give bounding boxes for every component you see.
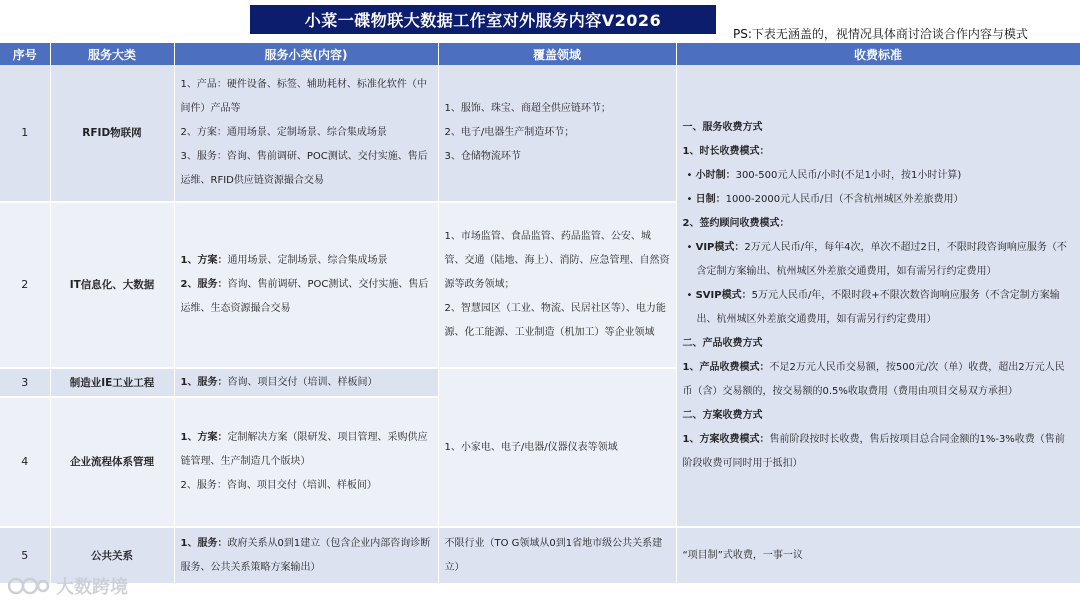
table-row (0, 65, 1080, 202)
coverage-line: 1、小家电、电子/电器/仪器仪表等领域 (444, 441, 618, 453)
content-line: 3、服务：咨询、售前调研、POC测试、交付实施、售后运维、RFID供应链资源撮合交易 (180, 151, 428, 186)
content-text: 咨询、售前调研、POC测试、交付实施、售后运维、生态资源撮合交易 (180, 279, 429, 314)
row-category: RFID物联网 (50, 65, 174, 202)
content-text: 通用场景、定制场景、综合集成场景 (227, 255, 388, 266)
content-line: 2、服务：咨询、项目交付（培训、样板间） (180, 480, 377, 491)
fee-text: 不足2万元人民币交易额，按500元/次（单）收费，超出2万元人民币（含）交易额的，按交易额的0.5%收取费用（费用由项目交易双方承担） (682, 361, 1065, 397)
fee-text: 售前阶段按时长收费，售后按项目总合同金额的1%-3%收费（售前阶段收费可同时用于抵扣） (682, 433, 1065, 469)
row-num: 1 (0, 65, 50, 202)
content-lead: 1、方案： (180, 432, 228, 443)
content-line (181, 249, 432, 273)
content-line: 1、产品：硬件设备、标签、辅助耗材、标准化软件（中间件）产品等 (180, 79, 427, 114)
row-coverage (438, 202, 676, 368)
watermark-logo-icon (8, 575, 50, 597)
content-line (181, 532, 432, 580)
row-num: 3 (0, 368, 50, 397)
content-lead: 2、服务： (180, 279, 228, 290)
fee-subtitle: 1、时长收费模式： (682, 145, 770, 157)
content-line: 2、方案：通用场景、定制场景、综合集成场景 (180, 127, 387, 138)
fee-text: 300-500元人民币/小时(不足1小时，按1小时计算) (735, 169, 962, 181)
fee-label: 1、方案收费模式： (682, 433, 770, 445)
fee-text: 1000-2000元人民币/日（不含杭州城区外差旅费用） (725, 193, 964, 205)
fee-section-title: 一、服务收费方式 (682, 121, 763, 133)
row-content (174, 65, 438, 202)
fee-label: VIP模式： (695, 241, 745, 253)
row-coverage (438, 527, 676, 584)
table-header-row (0, 43, 1080, 65)
fee-item-hourly: • 小时制：300-500元人民币/小时(不足1小时，按1小时计算) (686, 169, 962, 181)
header-num: 序号 (0, 43, 50, 65)
fee-item-solution (683, 428, 1074, 476)
fees-cell (676, 65, 1080, 527)
header-content: 服务小类(内容) (174, 43, 438, 65)
row-content (174, 368, 438, 397)
row-category: 制造业IE工业工程 (50, 368, 174, 397)
fee-subtitle: 2、签约顾问收费模式： (682, 217, 790, 229)
header-fees: 收费标准 (676, 43, 1080, 65)
fee-text: 2万元人民币/年，每年4次，单次不超过2日，不限时段咨询响应服务（不含定制方案输出、杭州城区外差旅交通费用，如有需另行约定费用） (696, 241, 1067, 277)
fee-label: 日制： (695, 193, 726, 205)
service-table (0, 43, 1080, 585)
header-category: 服务大类 (50, 43, 174, 65)
row-category: IT信息化、大数据 (50, 202, 174, 368)
ps-note: PS:下表无涵盖的，视情况具体商讨洽谈合作内容与模式 (733, 27, 1028, 41)
content-line (181, 426, 432, 474)
watermark-text: 大数跨境 (56, 577, 128, 598)
row-num: 5 (0, 527, 50, 584)
row-coverage (438, 65, 676, 202)
fee-label: 小时制： (695, 169, 736, 181)
watermark (8, 573, 128, 599)
page-title: 小菜一碟物联大数据工作室对外服务内容V2026 (250, 5, 716, 34)
row-category: 公共关系 (50, 527, 174, 584)
fee-label: SVIP模式： (695, 289, 752, 301)
row-num: 2 (0, 202, 50, 368)
coverage-line: 2、电子/电器生产制造环节； (444, 127, 575, 138)
coverage-line: 3、仓储物流环节 (444, 151, 521, 162)
row-coverage (438, 368, 676, 527)
content-line (181, 273, 432, 321)
fee-text: “项目制”式收费，一事一议 (682, 549, 803, 561)
row-content (174, 202, 438, 368)
fee-text: 5万元人民币/年，不限时段+不限次数咨询响应服务（不含定制方案输出、杭州城区外差旅交通费用，如有需另行约定费用） (696, 289, 1060, 325)
coverage-line: 1、市场监管、食品监管、药品监管、公安、城管、交通（陆地、海上）、消防、应急管理、自然资源等政务领域； (444, 231, 670, 290)
fee-item-daily: • 日制：1000-2000元人民币/日（不含杭州城区外差旅费用） (686, 193, 964, 205)
content-lead: 1、方案： (180, 255, 228, 266)
content-text: 咨询、项目交付（培训、样板间） (227, 376, 378, 388)
table-row (0, 527, 1080, 584)
coverage-line: 2、智慧园区（工业、物流、民居社区等）、电力能源、化工能源、工业制造（机加工）等企业领域 (444, 303, 666, 338)
row-category: 企业流程体系管理 (50, 397, 174, 527)
content-lead: 1、服务： (180, 537, 228, 549)
row-num: 4 (0, 397, 50, 527)
fee-section-title: 二、产品收费方式 (682, 337, 763, 349)
header-coverage: 覆盖领域 (438, 43, 676, 65)
content-lead: 1、服务： (180, 376, 228, 388)
coverage-line: 不限行业（TO G领域从0到1省地市级公共关系建立） (444, 537, 663, 573)
row-content (174, 527, 438, 584)
fee-item-product (683, 356, 1074, 404)
fee-item-vip: • VIP模式：2万元人民币/年，每年4次，单次不超过2日，不限时段咨询响应服务（不含定制方案输出、杭州城区外差旅交通费用，如有需另行约定费用） (686, 241, 1067, 277)
content-line (181, 371, 432, 395)
row-fee (676, 527, 1080, 584)
content-text: 定制解决方案（限研发、项目管理、采购供应链管理、生产制造几个版块） (180, 432, 428, 467)
fee-label: 1、产品收费模式： (682, 361, 770, 373)
content-text: 政府关系从0到1建立（包含企业内部咨询诊断服务、公共关系策略方案输出） (180, 537, 431, 573)
fee-section-title: 二、方案收费方式 (682, 409, 763, 421)
coverage-line: 1、服饰、珠宝、商超全供应链环节； (444, 103, 611, 114)
fee-item-svip: • SVIP模式：5万元人民币/年，不限时段+不限次数咨询响应服务（不含定制方案输出、杭州城区外差旅交通费用，如有需另行约定费用） (686, 289, 1060, 325)
row-content (174, 397, 438, 527)
